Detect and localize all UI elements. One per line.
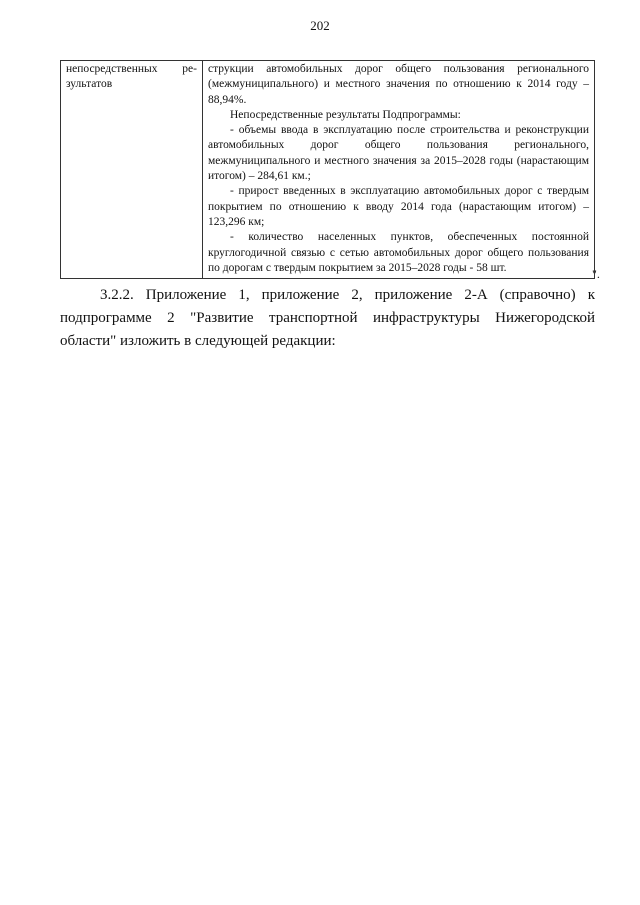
- table-label-line: зультатов: [66, 78, 113, 91]
- content-paragraph: струкции автомобильных дорог общего пользования регионального (межмуниципального) и местного значения по отношению к 2014 году – 88,94%.: [208, 63, 589, 106]
- page-number: 202: [310, 18, 330, 33]
- body-paragraph: 3.2.2. Приложение 1, приложение 2, приложение 2-А (справочно) к подпрограмме 2 "Развитие транспортной инфраструктуры Нижегородской области" изложить в следующей редакции:: [60, 287, 595, 349]
- table-label-cell: [61, 61, 203, 279]
- table-row: [61, 61, 595, 279]
- content-paragraph: - прирост введенных в эксплуатацию автомобильных дорог с твердым покрытием по отношению к вводу 2014 года (нарастающим итогом) – 123,296 км;: [208, 185, 589, 228]
- table-label-line: непосредственных ре-: [66, 63, 197, 75]
- results-table: [60, 60, 595, 279]
- closing-quote: ".: [592, 267, 600, 281]
- table-content-cell: [203, 61, 595, 279]
- content-paragraph: - объемы ввода в эксплуатацию после строительства и реконструкции автомобильных дорог общего пользования регионального, межмуниципального и местного значения за 2015–2028 годы (нарастающим итогом) – 284,61 км.;: [208, 124, 589, 183]
- content-paragraph: Непосредственные результаты Подпрограммы:: [230, 108, 461, 121]
- content-paragraph: - количество населенных пунктов, обеспеченных постоянной круглогодичной связью с сетью автомобильных дорог общего пользования по дорогам с твердым покрытием за 2015–2028 годы - 58 шт.: [208, 231, 589, 274]
